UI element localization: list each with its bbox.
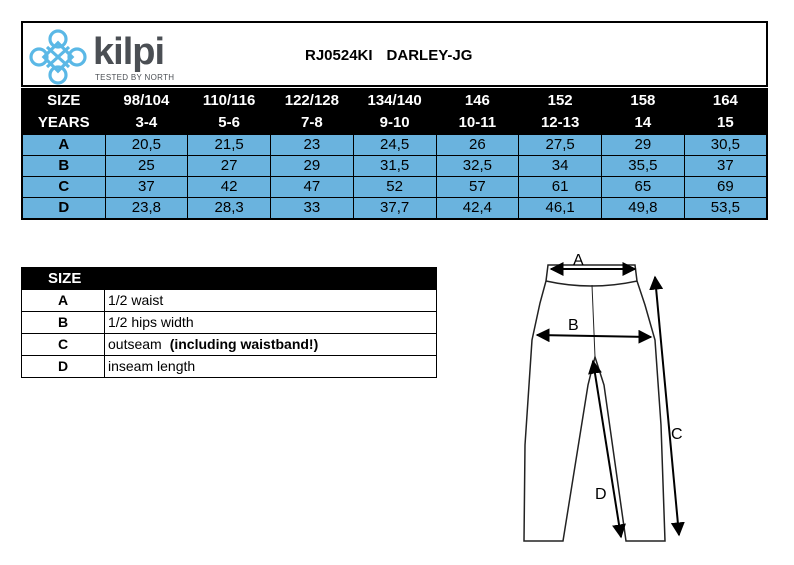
measurement-value: 30,5 [684, 135, 767, 156]
measurement-row [22, 177, 767, 198]
measurement-value: 37,7 [353, 198, 436, 220]
model-name: DARLEY-JG [386, 47, 473, 64]
measurement-value: 49,8 [602, 198, 685, 220]
measurement-label: C [22, 177, 105, 198]
years-header-row [22, 112, 767, 135]
measurement-value: 61 [519, 177, 602, 198]
measurement-value: 46,1 [519, 198, 602, 220]
size-header-cell: 110/116 [188, 89, 271, 112]
measurement-value: 37 [684, 156, 767, 177]
legend-label: A [22, 290, 105, 312]
legend-row [22, 312, 437, 334]
legend-row [22, 356, 437, 378]
measure-c-label: C [671, 426, 683, 443]
measurement-value: 65 [602, 177, 685, 198]
measurement-value: 29 [602, 135, 685, 156]
measurement-value: 47 [271, 177, 354, 198]
legend-text: 1/2 hips width [105, 312, 437, 334]
measurement-value: 57 [436, 177, 519, 198]
size-header-cell: 98/104 [105, 89, 188, 112]
size-header-cell: 158 [602, 89, 685, 112]
legend-header-blank [105, 268, 437, 290]
measurement-value: 35,5 [602, 156, 685, 177]
measurement-value: 34 [519, 156, 602, 177]
years-header-cell: 5-6 [188, 112, 271, 135]
measurement-value: 25 [105, 156, 188, 177]
measurement-value: 23,8 [105, 198, 188, 220]
measurement-value: 53,5 [684, 198, 767, 220]
legend-label: D [22, 356, 105, 378]
measurement-value: 27 [188, 156, 271, 177]
legend-text: outseam [108, 336, 162, 352]
size-header-cell: 134/140 [353, 89, 436, 112]
measurement-label: B [22, 156, 105, 177]
legend-note: (including waistband!) [169, 336, 319, 352]
measurement-legend-table [21, 267, 437, 378]
years-header-cell: 3-4 [105, 112, 188, 135]
measurement-row [22, 156, 767, 177]
legend-header: SIZE [22, 268, 105, 290]
measurement-value: 33 [271, 198, 354, 220]
size-header-cell: 122/128 [271, 89, 354, 112]
measurement-row [22, 198, 767, 220]
size-chart-table [21, 88, 768, 220]
measure-b-label: B [568, 317, 579, 334]
measurement-value: 32,5 [436, 156, 519, 177]
size-header-cell: 146 [436, 89, 519, 112]
brand-logo [29, 27, 189, 85]
measurement-value: 20,5 [105, 135, 188, 156]
knot-icon [29, 29, 87, 85]
model-code: RJ0524KI [305, 47, 373, 64]
legend-label: C [22, 334, 105, 356]
legend-label: B [22, 312, 105, 334]
measurement-value: 28,3 [188, 198, 271, 220]
pants-measurement-diagram [515, 245, 705, 550]
legend-text: inseam length [105, 356, 437, 378]
measurement-value: 26 [436, 135, 519, 156]
measure-d-label: D [595, 486, 607, 503]
legend-text: 1/2 waist [105, 290, 437, 312]
legend-row [22, 334, 437, 356]
years-header-cell: 15 [684, 112, 767, 135]
measurement-row [22, 135, 767, 156]
size-header-row [22, 89, 767, 112]
years-header-cell: 12-13 [519, 112, 602, 135]
measurement-label: A [22, 135, 105, 156]
years-header-cell: 10-11 [436, 112, 519, 135]
measurement-value: 69 [684, 177, 767, 198]
brand-name: kilpi [93, 31, 165, 73]
measurement-value: 42,4 [436, 198, 519, 220]
measurement-value: 52 [353, 177, 436, 198]
measurement-value: 24,5 [353, 135, 436, 156]
measurement-value: 21,5 [188, 135, 271, 156]
brand-tagline: TESTED BY NORTH [95, 73, 175, 82]
measurement-value: 31,5 [353, 156, 436, 177]
years-header-cell: 14 [602, 112, 685, 135]
size-header-label: SIZE [22, 89, 105, 112]
model-title [305, 47, 486, 64]
measurement-label: D [22, 198, 105, 220]
measurement-value: 42 [188, 177, 271, 198]
measurement-value: 37 [105, 177, 188, 198]
legend-row [22, 290, 437, 312]
years-header-cell: 7-8 [271, 112, 354, 135]
years-header-cell: 9-10 [353, 112, 436, 135]
measurement-value: 29 [271, 156, 354, 177]
measurement-value: 23 [271, 135, 354, 156]
legend-header-row [22, 268, 437, 290]
legend-text-cell [105, 334, 437, 356]
measurement-value: 27,5 [519, 135, 602, 156]
header [21, 21, 768, 87]
years-header-label: YEARS [22, 112, 105, 135]
size-header-cell: 164 [684, 89, 767, 112]
measure-a-label: A [573, 252, 584, 269]
size-header-cell: 152 [519, 89, 602, 112]
